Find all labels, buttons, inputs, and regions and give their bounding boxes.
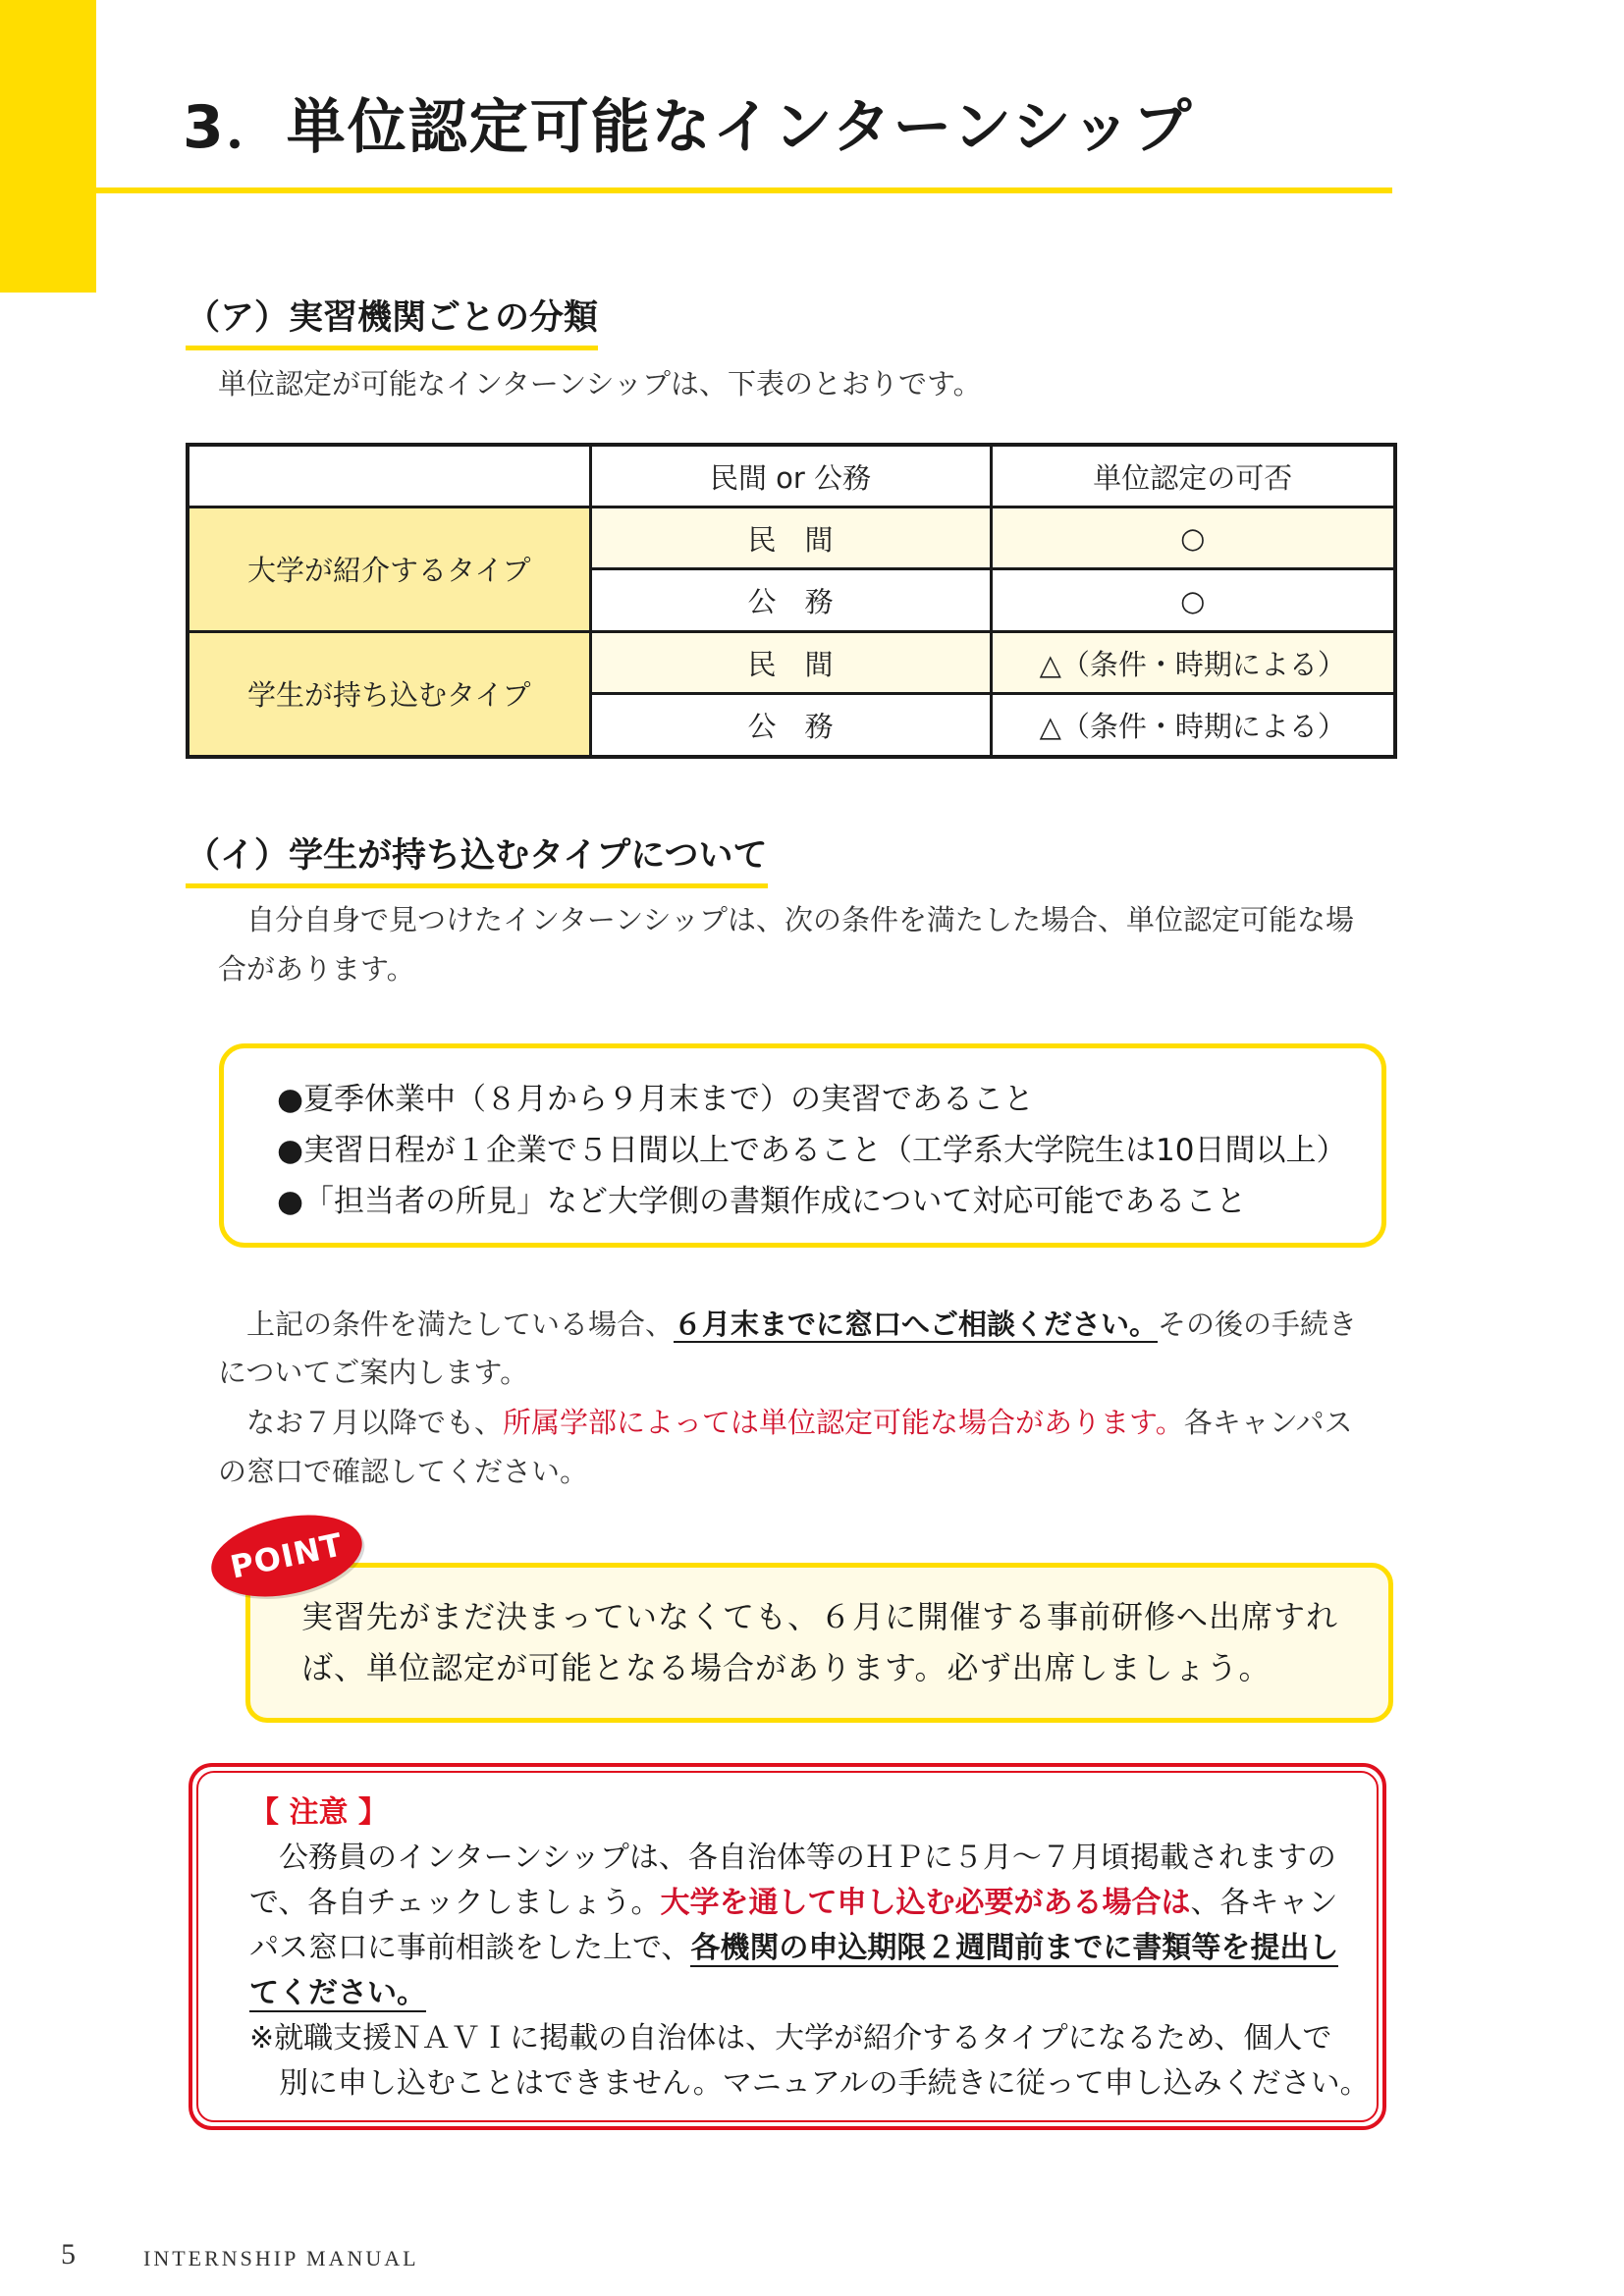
table-row — [188, 631, 1395, 693]
table-header-sector: 民間 or 公務 — [590, 445, 991, 507]
table-header-row — [188, 445, 1395, 507]
point-line: ば、単位認定が可能となる場合があります。必ず出席しましょう。 — [301, 1649, 1272, 1686]
caution-line: 公務員のインターンシップは、各自治体等のＨＰに５月～７月頃掲載されますの — [279, 1841, 1336, 1875]
credit-table — [186, 443, 1397, 759]
type-cell-student: 学生が持ち込むタイプ — [188, 631, 590, 757]
table-header-credit: 単位認定の可否 — [991, 445, 1395, 507]
section-b-intro-line2: 合があります。 — [218, 952, 415, 986]
note-paragraph-line2: の窓口で確認してください。 — [218, 1455, 589, 1488]
section-a-heading: （ア）実習機関ごとの分類 — [186, 291, 598, 350]
consult-text-cont: その後の手続き — [1158, 1308, 1358, 1341]
section-b-intro-line1: 自分自身で見つけたインターンシップは、次の条件を満たした場合、単位認定可能な場 — [246, 903, 1354, 936]
point-badge: POINT — [204, 1503, 370, 1610]
caution-box — [189, 1763, 1386, 2130]
page-title: 3．単位認定可能なインターンシップ — [183, 93, 1194, 162]
table-row — [188, 507, 1395, 569]
manual-name: INTERNSHIP MANUAL — [143, 2246, 419, 2270]
sector-cell: 民 間 — [590, 507, 991, 569]
sector-cell: 公 務 — [590, 694, 991, 757]
caution-line: ※就職支援ＮＡＶＩに掲載の自治体は、大学が紹介するタイプになるため、個人で — [249, 2021, 1332, 2056]
point-box — [245, 1563, 1393, 1723]
caution-line — [249, 1881, 1377, 1926]
condition-item: ●「担当者の所見」など大学側の書類作成について対応可能であること — [277, 1184, 1247, 1219]
caution-line: 別に申し込むことはできません。マニュアルの手続きに従って申し込みください。 — [279, 2066, 1370, 2101]
caution-deadline-cont: てください。 — [249, 1976, 426, 2010]
page-number: 5 — [61, 2238, 76, 2270]
caution-title: 【 注意 】 — [249, 1795, 388, 1830]
type-cell-university: 大学が紹介するタイプ — [188, 507, 590, 632]
consult-paragraph-line2: についてご案内します。 — [218, 1356, 529, 1389]
note-paragraph-line1 — [246, 1398, 1353, 1447]
caution-line — [249, 1971, 1377, 2016]
header-accent-tab — [0, 0, 96, 293]
note-red-text: 所属学部によっては単位認定可能な場合があります。 — [503, 1406, 1184, 1439]
consult-deadline: ６月末までに窓口へご相談ください。 — [674, 1308, 1159, 1341]
credit-cell: ○ — [991, 507, 1395, 569]
condition-item: ●実習日程が１企業で５日間以上であること（工学系大学院生は10日間以上） — [277, 1133, 1347, 1168]
condition-item: ●夏季休業中（８月から９月末まで）の実習であること — [277, 1082, 1035, 1117]
caution-red-text: 大学を通して申し込む必要がある場合は — [660, 1886, 1191, 1920]
sector-cell: 公 務 — [590, 569, 991, 631]
caution-text: で、各自チェックしましょう。 — [249, 1886, 661, 1920]
caution-inner — [196, 1771, 1379, 2122]
section-b-heading: （イ）学生が持ち込むタイプについて — [186, 828, 768, 888]
consult-text: 上記の条件を満たしている場合、 — [246, 1308, 675, 1341]
note-text-cont: 各キャンパス — [1183, 1406, 1353, 1439]
credit-cell: ○ — [991, 569, 1395, 631]
section-a-intro: 単位認定が可能なインターンシップは、下表のとおりです。 — [218, 367, 982, 400]
caution-text-cont: 、各キャン — [1190, 1886, 1338, 1920]
consult-paragraph-line1 — [246, 1300, 1357, 1349]
credit-cell: △（条件・時期による） — [991, 694, 1395, 757]
credit-cell: △（条件・時期による） — [991, 631, 1395, 693]
point-line: 実習先がまだ決まっていなくても、６月に開催する事前研修へ出席すれ — [301, 1598, 1339, 1635]
note-text: なお７月以降でも、 — [246, 1406, 504, 1439]
title-underline — [96, 187, 1392, 193]
sector-cell: 民 間 — [590, 631, 991, 693]
caution-deadline: 各機関の申込期限２週間前までに書類等を提出し — [690, 1931, 1339, 1965]
conditions-box — [219, 1043, 1386, 1248]
table-header-blank — [188, 445, 590, 507]
caution-line — [249, 1926, 1377, 1971]
caution-text: パス窓口に事前相談をした上で、 — [249, 1931, 691, 1965]
